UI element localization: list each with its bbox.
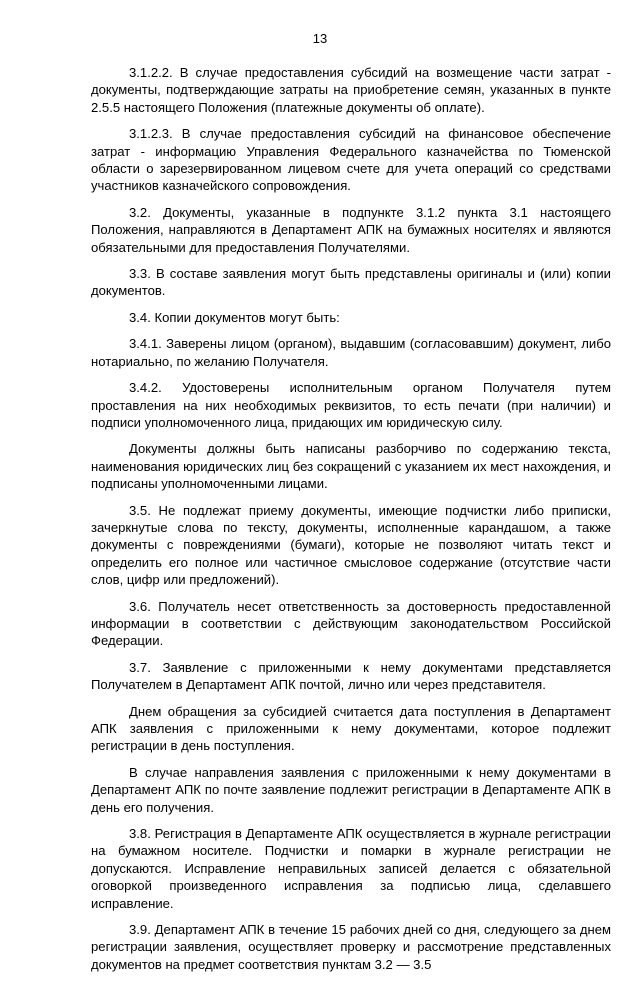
paragraph-3-5: 3.5. Не подлежат приему документы, имеющие подчистки либо приписки, зачеркнутые слова по тексту, документы, исполненные карандашом, а также документы с повреждениями (бумаги), которые не позволяют читать текст и определить его полное или частичное смысловое содержание (отсутствие части слов, цифр или предложений). xyxy=(91,502,611,588)
paragraph-3-6: 3.6. Получатель несет ответственность за достоверность предоставленной информации в соответствии с действующим законодательством Российской Федерации. xyxy=(91,598,611,649)
paragraph-3-4-2: 3.4.2. Удостоверены исполнительным органом Получателя путем проставления на них необходимых реквизитов, то есть печати (при наличии) и подписи уполномоченного лица, придающих им юридическую силу. xyxy=(91,380,611,430)
paragraph-documents-requirements: Документы должны быть написаны разборчиво по содержанию текста, наименования юридических лиц без сокращений с указанием их мест нахождения, и подписаны уполномоченными лицами. xyxy=(91,441,611,492)
paragraph-3-1-2-2: 3.1.2.2. В случае предоставления субсидий на возмещение части затрат - документы, подтверждающие затраты на приобретение семян, указанных в пункте 2.5.5 настоящего Положения (платежные документы об оплате). xyxy=(91,65,611,115)
paragraph-3-9: 3.9. Департамент АПК в течение 15 рабочих дней со дня, следующего за днем регистрации заявления, осуществляет проверку и рассмотрение представленных документов на предмет соответствия пунктам 3.2 — 3.5 xyxy=(91,922,611,972)
paragraph-3-1-2-3: 3.1.2.3. В случае предоставления субсидий на финансовое обеспечение затрат - информацию Управления Федерального казначейства по Тюменской области о зарезервированном лицевом счете для учета операций со средствами участников казначейского сопровождения. xyxy=(91,126,611,194)
paragraph-3-8: 3.8. Регистрация в Департаменте АПК осуществляется в журнале регистрации на бумажном носителе. Подчистки и помарки в журнале регистрации не допускаются. Исправление неправильных записей делается с обязательной оговоркой произведенного исправления за подписью лица, сделавшего исправление. xyxy=(91,826,611,911)
paragraph-3-7: 3.7. Заявление с приложенными к нему документами представляется Получателем в Департамент АПК почтой, лично или через представителя. xyxy=(91,659,611,693)
paragraph-3-3: 3.3. В составе заявления могут быть представлены оригиналы и (или) копии документов. xyxy=(91,266,611,299)
page-number: 13 xyxy=(312,31,328,46)
paragraph-postal-registration: В случае направления заявления с приложенными к нему документами в Департамент АПК по почте заявление подлежит регистрации в Департаменте АПК в день его получения. xyxy=(91,764,611,815)
paragraph-3-2: 3.2. Документы, указанные в подпункте 3.1.2 пункта 3.1 настоящего Положения, направляются в Департамент АПК на бумажных носителях и являются обязательными для предоставления Получателями. xyxy=(91,204,611,255)
paragraph-application-date: Днем обращения за субсидией считается дата поступления в Департамент АПК заявления с приложенными к нему документами, которое подлежит регистрации в день поступления. xyxy=(91,703,611,754)
paragraph-3-4: 3.4. Копии документов могут быть: xyxy=(129,309,340,325)
paragraph-3-4-1: 3.4.1. Заверены лицом (органом), выдавшим (согласовавшим) документ, либо нотариально, по желанию Получателя. xyxy=(91,336,611,369)
document-body xyxy=(91,64,611,982)
